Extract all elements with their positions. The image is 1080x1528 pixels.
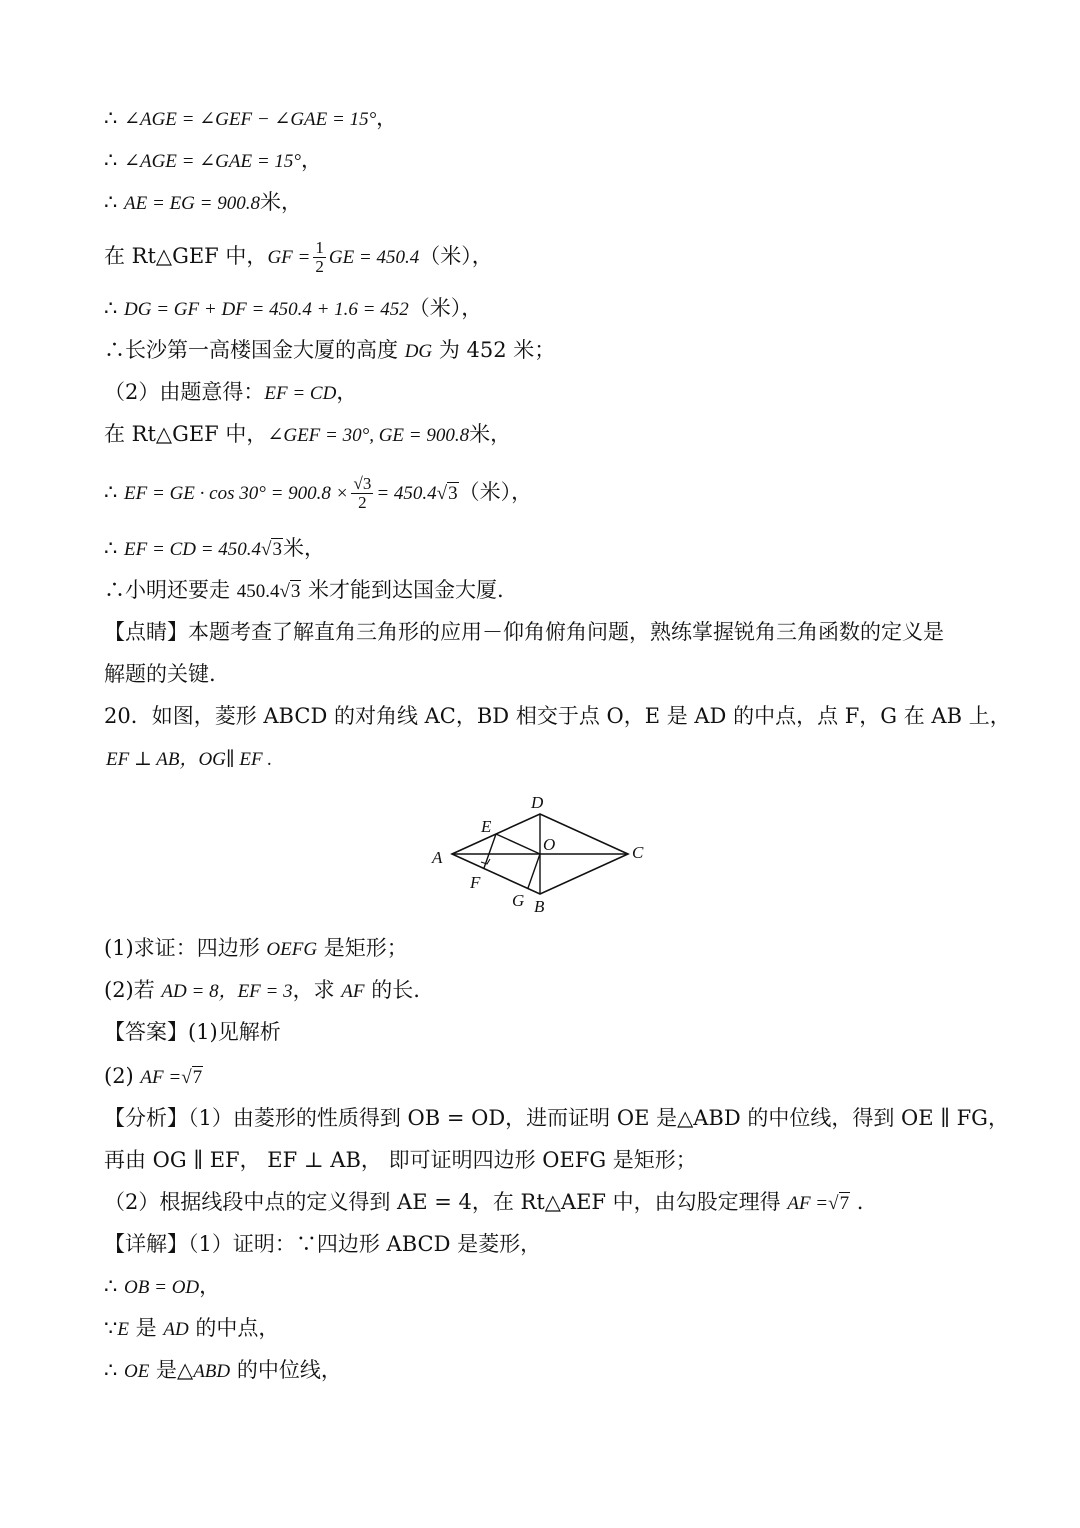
square-root: √3 bbox=[279, 581, 301, 602]
answer-line-2: (2) AF =√7 bbox=[104, 1064, 203, 1088]
subquestion-2: (2)若 AD = 8，EF = 3，求 AF 的长. bbox=[104, 978, 420, 1002]
square-root: √7 bbox=[828, 1193, 850, 1214]
label-f: F bbox=[470, 873, 481, 892]
comment-line-2: 解题的关键. bbox=[104, 662, 216, 686]
proof-line-1: ∴ ∠AGE = ∠GEF − ∠GAE = 15°， bbox=[104, 106, 398, 130]
detail-line-4: ∴ OE 是△ABD 的中位线， bbox=[104, 1358, 342, 1382]
rhombus-figure bbox=[420, 788, 660, 918]
proof-line-7: （2）由题意得：EF = CD， bbox=[104, 380, 358, 404]
label-o: O bbox=[543, 835, 556, 854]
proof-line-4: 在 Rt△GEF 中，GF = $\frac{1}{2}$ GE = 450.4（米）， bbox=[104, 238, 493, 276]
proof-line-5: ∴ DG = GF + DF = 450.4 + 1.6 = 452（米）， bbox=[104, 296, 483, 320]
math-expression: AE = EG = 900.8 bbox=[124, 193, 260, 214]
label-b: B bbox=[534, 897, 545, 916]
label-c: C bbox=[632, 843, 644, 862]
therefore-symbol: ∴ bbox=[104, 106, 125, 130]
proof-line-6: ∴长沙第一高楼国金大厦的高度 DG 为 452 米； bbox=[104, 338, 556, 362]
comment-line-1: 【点睛】本题考查了解直角三角形的应用－仰角俯角问题，熟练掌握锐角三角函数的定义是 bbox=[104, 620, 944, 644]
segment-oe bbox=[496, 834, 540, 854]
question-20-line-1: 20．如图，菱形 ABCD 的对角线 AC，BD 相交于点 O，E 是 AD 的中点，点 F，G 在 AB 上， bbox=[104, 704, 1011, 728]
square-root: √3 bbox=[261, 539, 282, 560]
label-g: G bbox=[512, 891, 525, 910]
detail-line-1: 【详解】（1）证明：∵四边形 ABCD 是菱形， bbox=[104, 1232, 542, 1256]
analysis-line-2: 再由 OG ∥ EF， EF ⊥ AB， 即可证明四边形 OEFG 是矩形； bbox=[104, 1148, 697, 1172]
label-e: E bbox=[481, 817, 492, 836]
math-expression: ∠AGE = ∠GAE = 15° bbox=[124, 151, 301, 172]
fraction: $\frac{√3}{2}$ bbox=[353, 474, 372, 512]
square-root: √7 bbox=[181, 1067, 203, 1088]
fraction: $\frac{1}{2}$ bbox=[315, 238, 324, 276]
proof-line-11: ∴小明还要走 450.4√3 米才能到达国金大厦. bbox=[104, 578, 504, 602]
math-expression: ∠AGE = ∠GEF − ∠GAE = 15° bbox=[124, 109, 377, 130]
proof-line-10: ∴ EF = CD = 450.4√3米， bbox=[104, 536, 325, 560]
square-root: √3 bbox=[436, 483, 458, 504]
answer-line-1: 【答案】(1)见解析 bbox=[104, 1020, 281, 1044]
proof-line-2: ∴ ∠AGE = ∠GAE = 15°， bbox=[104, 148, 322, 172]
segment-og bbox=[528, 854, 540, 888]
proof-line-9: ∴ EF = GE · cos 30° = 900.8 × $\frac{√3}{2}$ = 450.4√3（米）， bbox=[104, 474, 533, 512]
detail-line-3: ∵E 是 AD 的中点， bbox=[104, 1316, 280, 1340]
label-d: D bbox=[531, 793, 544, 812]
analysis-line-1: 【分析】（1）由菱形的性质得到 OB = OD，进而证明 OE 是△ABD 的中位线，得到 OE ∥ FG， bbox=[104, 1106, 1009, 1130]
question-20-line-2: EF ⊥ AB，OG∥ EF . bbox=[106, 749, 273, 770]
proof-line-8: 在 Rt△GEF 中，∠GEF = 30°, GE = 900.8米， bbox=[104, 422, 512, 446]
analysis-line-3: （2）根据线段中点的定义得到 AE = 4，在 Rt△AEF 中，由勾股定理得 AF =√7 . bbox=[104, 1190, 864, 1214]
label-a: A bbox=[432, 848, 443, 867]
right-angle-mark bbox=[481, 859, 490, 864]
proof-line-3: ∴ AE = EG = 900.8米， bbox=[104, 190, 302, 214]
detail-line-2: ∴ OB = OD， bbox=[104, 1274, 221, 1298]
subquestion-1: (1)求证：四边形 OEFG 是矩形； bbox=[104, 936, 408, 960]
